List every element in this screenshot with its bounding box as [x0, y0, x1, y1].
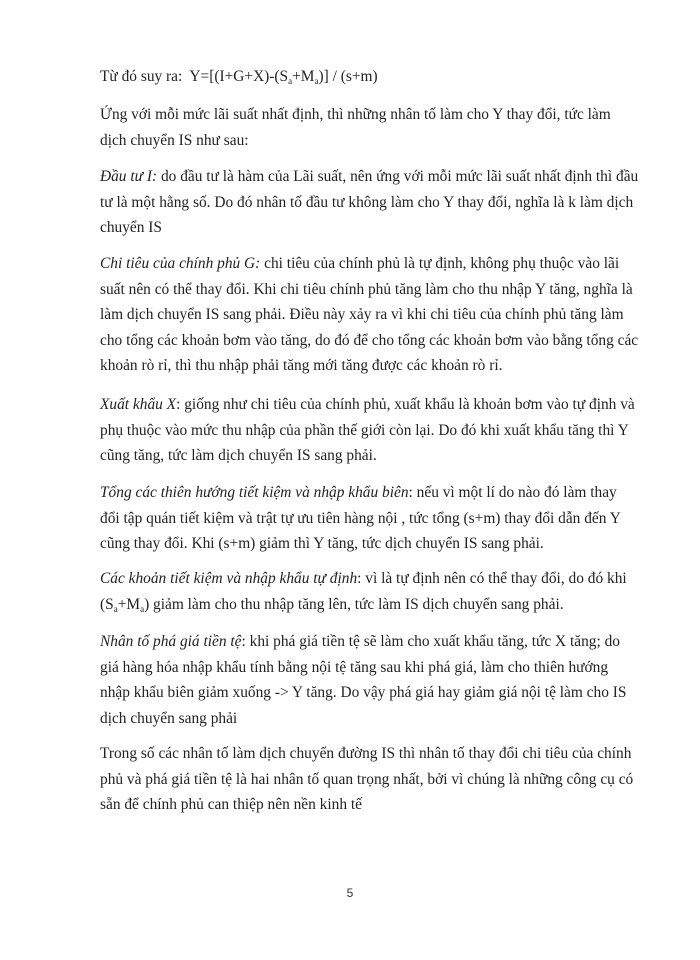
factor-term: Xuất khẩu X	[100, 396, 177, 413]
factor-devaluation	[100, 629, 640, 731]
factor-exports	[100, 392, 640, 469]
formula-lead: Từ đó suy ra:	[100, 68, 183, 85]
formula-main: $Y=[(I+G+X)-(S_a+M_a)] / (s+m)$	[189, 68, 378, 86]
factor-term: Nhân tố phá giá tiền tệ	[100, 633, 242, 650]
factor-marginal-propensities	[100, 480, 640, 557]
factor-term: Các khoản tiết kiệm và nhập khẩu tự định	[100, 570, 358, 587]
factor-text: : giống như chi tiêu của chính phủ, xuất khẩu là khoản bơm vào tự định và phụ thuộc vào mức thu nhập của phần thế giới còn lại. Do đó khi xuất khẩu tăng thì Y cũng tăng, tức làm dịch chuyển IS sang phải.	[100, 396, 635, 465]
factor-text: do đầu tư là hàm của Lãi suất, nên ứng với mỗi mức lãi suất nhất định thì đầu tư là một hằng số. Do đó nhân tố đầu tư không làm cho Y thay đổi, nghĩa là k làm dịch chuyển IS	[100, 168, 639, 237]
factor-term: Chi tiêu của chính phủ G:	[100, 255, 261, 272]
conclusion-paragraph: Trong số các nhân tố làm dịch chuyển đường IS thì nhân tố thay đổi chi tiêu của chính phủ và phá giá tiền tệ là hai nhân tố quan trọng nhất, bởi vì chúng là những công cụ có sẵn để chính phủ can thiệp nên nền kinh tế	[100, 745, 634, 814]
factor-term: Đầu tư I:	[100, 168, 158, 185]
factor-text: : nếu vì một lí do nào đó làm thay đổi tập quán tiết kiệm và trật tự ưu tiên hàng nội , tức tổng (s+m) thay đổi dẫn đến Y cũng thay đổi. Khi (s+m) giảm thì Y tăng, tức dịch chuyển IS sang phải.	[100, 484, 621, 553]
factor-term: Tổng các thiên hướng tiết kiệm và nhập khẩu biên	[100, 484, 409, 501]
intro-paragraph: Ứng với mỗi mức lãi suất nhất định, thì những nhân tố làm cho Y thay đổi, tức làm dịch chuyển IS như sau:	[100, 106, 611, 149]
factor-autonomous-savings-imports: Các khoản tiết kiệm và nhập khẩu tự định: vì là tự định nên có thể thay đổi, do đó khi $(S_a+M_a)$ giảm làm cho thu nhập tăng lên, tức làm IS dịch chuyển sang phải.	[100, 570, 627, 614]
factor-text: : khi phá giá tiền tệ sẽ làm cho xuất khẩu tăng, tức X tăng; do giá hàng hóa nhập khẩu tính bằng nội tệ tăng sau khi phá giá, làm cho thiên hướng nhập khẩu biên giảm xuống -> Y tăng. Do vậy phá giá hay giảm giá nội tệ làm cho IS dịch chuyển sang phải	[100, 633, 627, 727]
formula-line	[100, 64, 640, 90]
factor-investment	[100, 164, 640, 241]
page-number: 5	[346, 886, 354, 900]
factor-government-spending	[100, 251, 640, 379]
factor-text: chi tiêu của chính phủ là tự định, không phụ thuộc vào lãi suất nên có thể thay đổi. Khi chi tiêu chính phủ tăng làm cho thu nhập Y tăng, nghĩa là làm dịch chuyển IS sang phải. Điều này xảy ra vì khi chi tiêu của chính phủ tăng làm cho tổng các khoản bơm vào tăng, do đó để cho tổng các khoản bơm vào bằng tổng các khoản rò rỉ, thì thu nhập phải tăng mới tăng được các khoản rò rỉ.	[100, 255, 639, 375]
